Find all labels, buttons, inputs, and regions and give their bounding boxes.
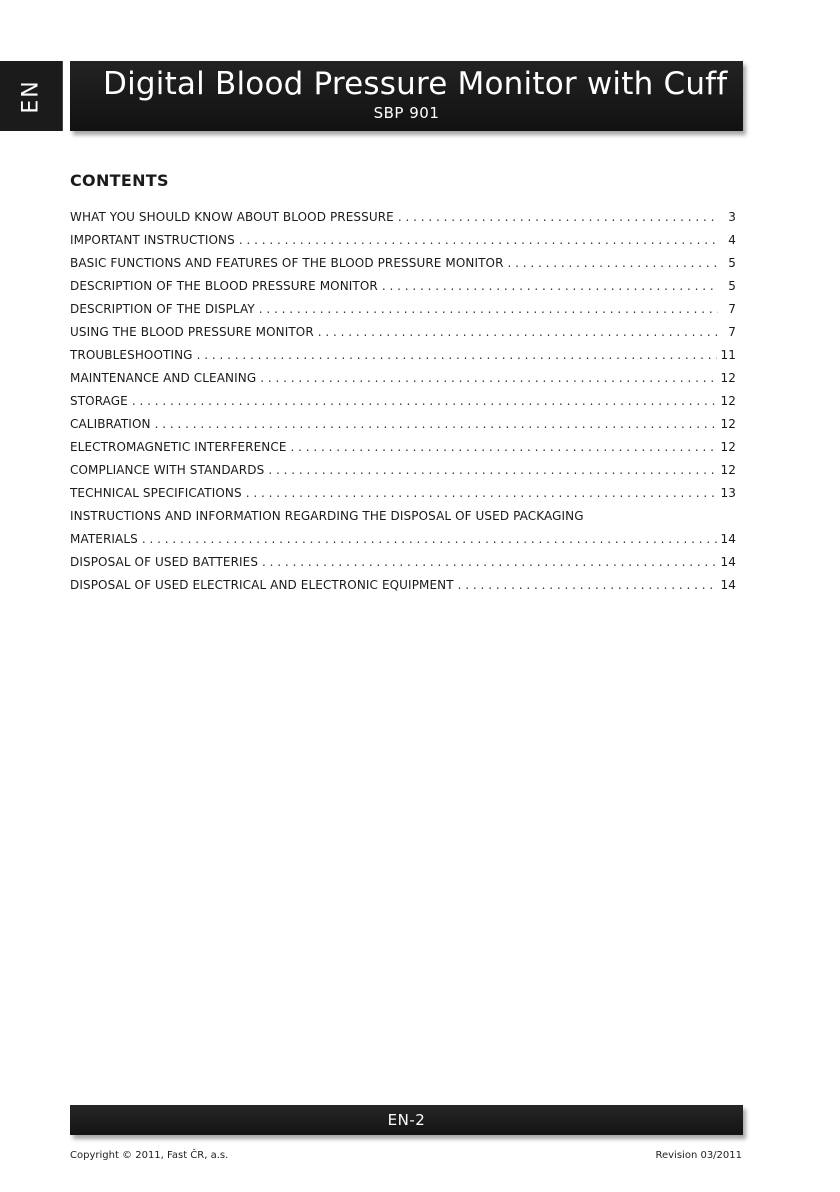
toc-entry-title: ELECTROMAGNETIC INTERFERENCE <box>70 440 287 454</box>
toc-entry-page: 14 <box>720 555 736 569</box>
toc-entry-page: 11 <box>720 348 736 362</box>
toc-entry <box>70 463 736 486</box>
toc-entry-title: STORAGE <box>70 394 128 408</box>
toc-dot-leader <box>382 279 718 293</box>
table-of-contents <box>70 210 736 601</box>
toc-entry-title: BASIC FUNCTIONS AND FEATURES OF THE BLOOD PRESSURE MONITOR <box>70 256 504 270</box>
toc-entry <box>70 256 736 279</box>
toc-dot-leader <box>262 555 716 569</box>
toc-dot-leader <box>246 486 717 500</box>
footer-bar <box>70 1105 743 1135</box>
toc-dot-leader <box>458 578 717 592</box>
toc-entry-title: DISPOSAL OF USED ELECTRICAL AND ELECTRONIC EQUIPMENT <box>70 578 454 592</box>
toc-dot-leader <box>197 348 717 362</box>
toc-entry-page: 5 <box>728 279 736 293</box>
toc-entry <box>70 371 736 394</box>
page-number: EN-2 <box>387 1111 426 1129</box>
toc-entry-page: 7 <box>728 325 736 339</box>
toc-entry <box>70 279 736 302</box>
revision-label: Revision 03/2011 <box>655 1150 742 1161</box>
copyright-notice: Copyright © 2011, Fast ČR, a.s. <box>70 1150 229 1161</box>
toc-dot-leader <box>398 210 718 224</box>
document-title: Digital Blood Pressure Monitor with Cuff <box>103 66 728 102</box>
contents-heading: CONTENTS <box>70 171 169 190</box>
toc-entry-page: 12 <box>720 463 736 477</box>
toc-entry <box>70 302 736 325</box>
toc-dot-leader <box>260 371 716 385</box>
language-label: EN <box>18 78 44 114</box>
toc-entry <box>70 509 736 532</box>
toc-entry-title: USING THE BLOOD PRESSURE MONITOR <box>70 325 314 339</box>
toc-entry-page: 12 <box>720 371 736 385</box>
toc-entry-title: WHAT YOU SHOULD KNOW ABOUT BLOOD PRESSURE <box>70 210 394 224</box>
toc-entry-title: INSTRUCTIONS AND INFORMATION REGARDING THE DISPOSAL OF USED PACKAGING <box>70 509 584 523</box>
toc-entry-page: 14 <box>720 532 736 546</box>
toc-dot-leader <box>318 325 718 339</box>
toc-entry-title: COMPLIANCE WITH STANDARDS <box>70 463 265 477</box>
toc-entry <box>70 578 736 601</box>
toc-entry <box>70 394 736 417</box>
toc-entry-page: 4 <box>728 233 736 247</box>
toc-dot-leader <box>239 233 718 247</box>
toc-entry-page: 12 <box>720 417 736 431</box>
toc-entry-title: DESCRIPTION OF THE BLOOD PRESSURE MONITOR <box>70 279 378 293</box>
toc-entry <box>70 486 736 509</box>
toc-entry-page: 5 <box>728 256 736 270</box>
toc-entry <box>70 325 736 348</box>
toc-entry <box>70 417 736 440</box>
toc-dot-leader <box>132 394 717 408</box>
toc-entry <box>70 440 736 463</box>
toc-entry-title: CALIBRATION <box>70 417 151 431</box>
toc-entry-title: IMPORTANT INSTRUCTIONS <box>70 233 235 247</box>
language-tab <box>0 61 63 131</box>
toc-dot-leader <box>142 532 717 546</box>
toc-entry <box>70 348 736 371</box>
toc-entry-page: 13 <box>720 486 736 500</box>
toc-entry-title: DISPOSAL OF USED BATTERIES <box>70 555 259 569</box>
toc-entry-page: 14 <box>720 578 736 592</box>
toc-entry-title: TECHNICAL SPECIFICATIONS <box>70 486 242 500</box>
toc-entry <box>70 233 736 256</box>
toc-entry-page: 12 <box>720 440 736 454</box>
toc-entry-title: MATERIALS <box>70 532 138 546</box>
toc-entry-page: 12 <box>720 394 736 408</box>
toc-entry-page: 7 <box>728 302 736 316</box>
toc-dot-leader <box>291 440 717 454</box>
toc-entry <box>70 532 736 555</box>
toc-entry-title: DESCRIPTION OF THE DISPLAY <box>70 302 255 316</box>
toc-entry-page: 3 <box>728 210 736 224</box>
toc-entry-title: MAINTENANCE AND CLEANING <box>70 371 257 385</box>
toc-dot-leader <box>155 417 717 431</box>
toc-entry <box>70 210 736 233</box>
toc-dot-leader <box>259 302 718 316</box>
toc-dot-leader <box>508 256 718 270</box>
toc-entry <box>70 555 736 578</box>
model-number: SBP 901 <box>373 104 440 122</box>
toc-entry-title: TROUBLESHOOTING <box>70 348 193 362</box>
header-bar <box>70 61 743 131</box>
toc-dot-leader <box>268 463 716 477</box>
